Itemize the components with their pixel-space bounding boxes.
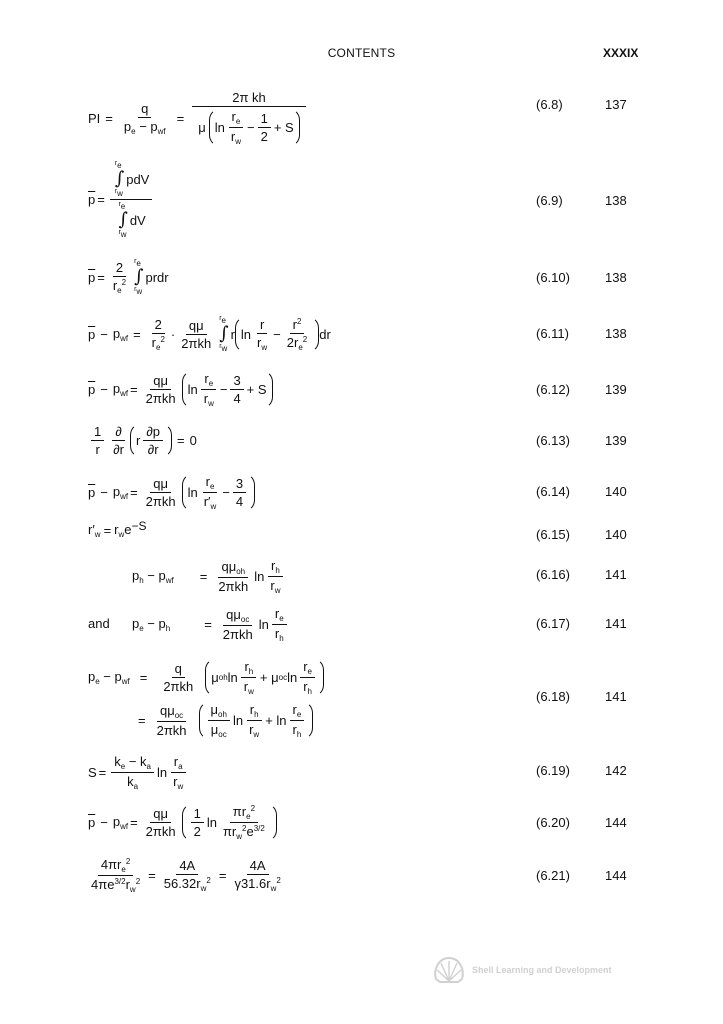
equation-number: (6.16) <box>536 567 570 582</box>
equation-page: 140 <box>605 484 627 499</box>
equation-page: 141 <box>605 616 627 631</box>
equation-page: 137 <box>605 97 627 112</box>
page-header-title: CONTENTS <box>327 46 396 60</box>
equation-page: 138 <box>605 326 627 341</box>
equation-number: (6.10) <box>536 270 570 285</box>
equation-number: (6.12) <box>536 382 570 397</box>
equation-page: 138 <box>605 270 627 285</box>
equation-6-18-line1: $p_e - p_{wf}$ = $\frac{q}{\text{2πkh}}$ μ oh ln $\frac{r_h}{r_w}$ + μ oc ln $\frac{r_e}{r_h}$ <box>88 658 324 697</box>
equation-page: 139 <box>605 433 627 448</box>
equation-page: 138 <box>605 193 627 208</box>
equation-page: 141 <box>605 689 627 704</box>
and-label: and <box>88 616 110 631</box>
equation-number: (6.21) <box>536 868 570 883</box>
equation-number: (6.15) <box>536 527 570 542</box>
shell-logo-icon <box>432 955 466 985</box>
equation-page: 139 <box>605 382 627 397</box>
page-number: XXXIX <box>603 46 639 60</box>
equation-number: (6.13) <box>536 433 570 448</box>
equation-number: (6.14) <box>536 484 570 499</box>
equation-number: (6.8) <box>536 97 563 112</box>
equation-6-21: $\frac{4\pi r_e^2}{4\pi e^{3/2}r_w^2}$ = $\frac{4A}{56.32r_w^2}$ = $\frac{4A}{\gamma 31.6r_w^2}$ <box>91 857 281 894</box>
footer-logo <box>432 955 612 985</box>
equation-6-12: $\overline{p}$ − $p_{wf}$ = $\frac{q\mu}{\text{2πkh}}$ ln $\frac{r_e}{r_w}$ − $\frac{3}{4}$ + S <box>88 370 273 409</box>
equation-number: (6.17) <box>536 616 570 631</box>
equation-number: (6.18) <box>536 689 570 704</box>
logo-text: Shell Learning and Development <box>472 965 612 975</box>
equation-6-8: PI = $\frac{q}{p_e - p_{wf}}$ = 2π kh μ ln $\frac{r_e}{r_w}$ − $\frac{1}{2}$ + S <box>88 90 309 147</box>
equation-6-13: $\frac{1}{r}$ $\frac{\partial}{\partial r}$ r $\frac{\partial p}{\partial r}$ = 0 <box>88 423 197 458</box>
equation-page: 144 <box>605 815 627 830</box>
equation-page: 141 <box>605 567 627 582</box>
equation-6-10: $\overline{p}$ = $\frac{2}{r_e^2}$ re ∫ rw prdr <box>88 258 169 296</box>
equation-6-18-line2: = $\frac{q\mu_{oc}}{\text{2πkh}}$ $\frac{\mu_{oh}}{\mu_{oc}}$ ln $\frac{r_h}{r_w}$ + ln $\frac{r_e}{r_h}$ <box>133 701 313 740</box>
equation-6-9: $\overline{p}$ = re ∫ rw pdV re ∫ rw dV <box>88 160 155 239</box>
equation-6-11: $\overline{p}$ − $p_{wf}$ = $\frac{2}{r_e^2}$ · $\frac{q\mu}{\text{2πkh}}$ re ∫ rw r ln $\frac{r}{r_w}$ − $\frac{r^2}{2r_e^2}$ dr <box>88 315 331 353</box>
equation-6-19: S = $\frac{k_e - k_a}{k_a}$ ln $\frac{r_a}{r_w}$ <box>88 754 189 791</box>
equation-page: 144 <box>605 868 627 883</box>
equation-number: (6.9) <box>536 193 563 208</box>
equation-6-14: $\overline{p}$ − $p_{wf}$ = $\frac{q\mu}{\text{2πkh}}$ ln $\frac{r_e}{r'_w}$ − $\frac{3}{4}$ <box>88 473 255 512</box>
equation-page: 140 <box>605 527 627 542</box>
equation-6-17: $p_e - p_h$ = $\frac{q\mu_{oc}}{\text{2πkh}}$ ln $\frac{r_e}{r_h}$ <box>132 606 290 643</box>
equation-6-20: $\overline{p}$ − $p_{wf}$ = $\frac{q\mu}{\text{2πkh}}$ $\frac{1}{2}$ ln $\frac{\pi r_e^2}{\pi r_w^2e^{3/2}}$ <box>88 803 277 842</box>
equation-6-16: $p_h - p_{wf}$ = $\frac{q\mu_{oh}}{\text{2πkh}}$ ln $\frac{r_h}{r_w}$ <box>132 558 287 595</box>
equation-number: (6.19) <box>536 763 570 778</box>
equation-number: (6.20) <box>536 815 570 830</box>
equation-page: 142 <box>605 763 627 778</box>
equation-6-15: $r'_w$ = $r_we$ −S <box>88 518 147 539</box>
equation-number: (6.11) <box>536 326 569 341</box>
